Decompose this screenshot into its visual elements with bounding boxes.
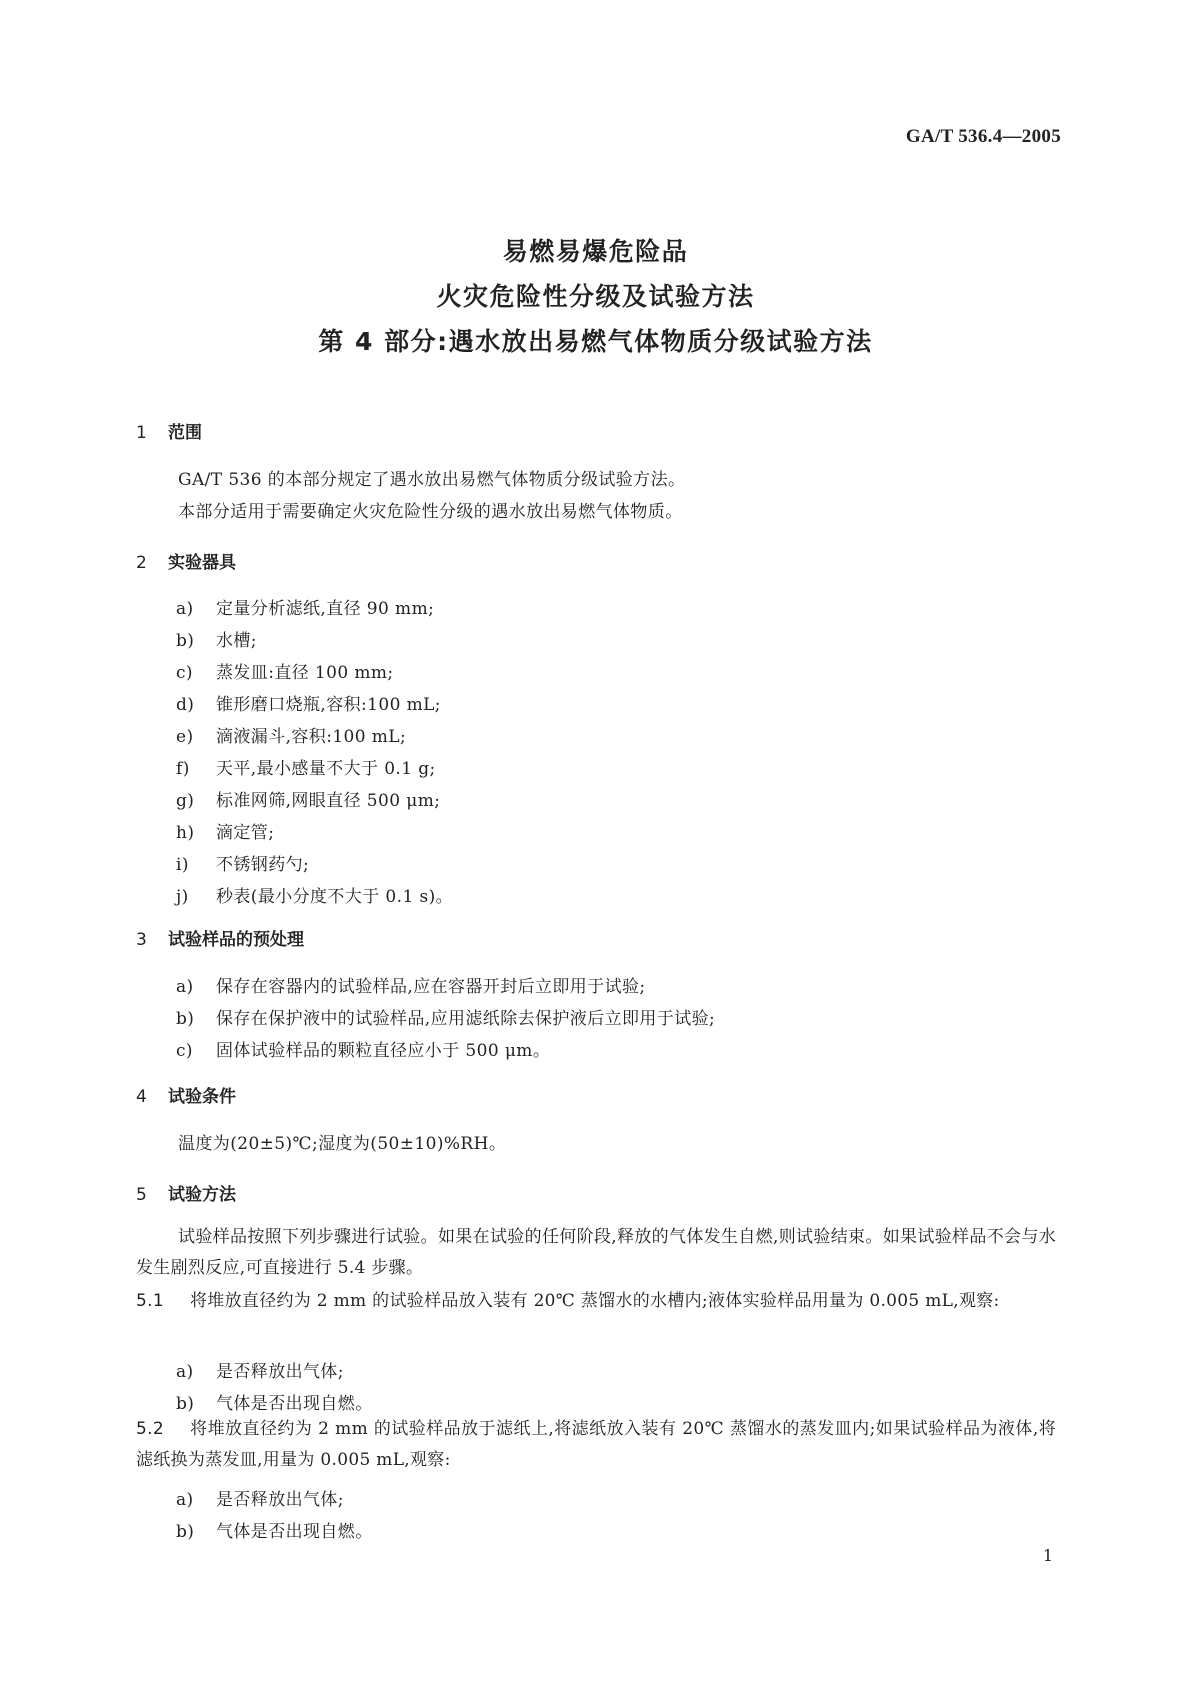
list-item xyxy=(176,1389,373,1414)
section-3-number: 3 xyxy=(136,930,147,950)
list-item-text: 定量分析滤纸,直径 90 mm; xyxy=(216,599,435,619)
list-item xyxy=(176,1517,373,1542)
section-1-heading xyxy=(136,418,202,443)
section-2-heading xyxy=(136,548,236,573)
section-5-number: 5 xyxy=(136,1185,147,1205)
list-item xyxy=(176,626,257,651)
list-item-text: 秒表(最小分度不大于 0.1 s)。 xyxy=(216,887,454,907)
title-line-1: 易燃易爆危险品 xyxy=(502,237,689,266)
list-item-text: 天平,最小感量不大于 0.1 g; xyxy=(216,759,436,779)
section-4-paragraph: 温度为(20±5)℃;湿度为(50±10)%RH。 xyxy=(178,1134,507,1154)
list-item xyxy=(176,818,274,843)
title-line-3: 第 4 部分:遇水放出易燃气体物质分级试验方法 xyxy=(318,327,873,356)
list-item-label: e) xyxy=(176,727,194,747)
list-item-text: 是否释放出气体; xyxy=(216,1490,344,1510)
section-4-title: 试验条件 xyxy=(168,1087,236,1107)
section-1-paragraph-1: GA/T 536 的本部分规定了遇水放出易燃气体物质分级试验方法。 xyxy=(178,470,686,490)
list-item-label: b) xyxy=(176,1009,195,1029)
list-item-label: i) xyxy=(176,855,189,875)
subsection-text: 将堆放直径约为 2 mm 的试验样品放入装有 20℃ 蒸馏水的水槽内;液体实验样品用量为 0.005 mL,观察: xyxy=(190,1291,1000,1311)
section-5-intro: 试验样品按照下列步骤进行试验。如果在试验的任何阶段,释放的气体发生自燃,则试验结束。如果试验样品不会与水发生剧烈反应,可直接进行 5.4 步骤。 xyxy=(136,1227,1056,1278)
page-number: 1 xyxy=(1042,1546,1053,1565)
list-item xyxy=(176,722,406,747)
list-item xyxy=(176,1357,344,1382)
list-item-text: 滴液漏斗,容积:100 mL; xyxy=(216,727,407,747)
subsection-number: 5.1 xyxy=(136,1291,164,1311)
list-item-label: g) xyxy=(176,791,195,811)
list-item-label: a) xyxy=(176,977,194,997)
list-item-label: a) xyxy=(176,1362,194,1382)
section-4-heading xyxy=(136,1082,236,1107)
list-item-label: c) xyxy=(176,663,193,683)
list-item xyxy=(176,1036,550,1061)
list-item-text: 固体试验样品的颗粒直径应小于 500 μm。 xyxy=(216,1041,551,1061)
list-item xyxy=(176,972,646,997)
list-item xyxy=(176,658,394,683)
list-item-label: j) xyxy=(176,887,189,907)
list-item-label: b) xyxy=(176,1394,195,1414)
section-1-title: 范围 xyxy=(168,423,202,443)
list-item xyxy=(176,690,441,715)
section-4-number: 4 xyxy=(136,1087,147,1107)
list-item-text: 不锈钢药勺; xyxy=(216,855,310,875)
list-item-text: 保存在保护液中的试验样品,应用滤纸除去保护液后立即用于试验; xyxy=(216,1009,716,1029)
list-item-label: h) xyxy=(176,823,195,843)
list-item-text: 气体是否出现自燃。 xyxy=(216,1394,373,1414)
section-2-title: 实验器具 xyxy=(168,553,236,573)
list-item-text: 是否释放出气体; xyxy=(216,1362,344,1382)
list-item-label: d) xyxy=(176,695,195,715)
list-item xyxy=(176,1485,344,1510)
section-5-title: 试验方法 xyxy=(168,1185,236,1205)
list-item-label: f) xyxy=(176,759,190,779)
list-item xyxy=(176,786,440,811)
list-item-label: b) xyxy=(176,631,195,651)
list-item-label: c) xyxy=(176,1041,193,1061)
list-item-text: 锥形磨口烧瓶,容积:100 mL; xyxy=(216,695,441,715)
section-5-heading xyxy=(136,1180,236,1205)
list-item xyxy=(176,882,453,907)
list-item-text: 标准网筛,网眼直径 500 μm; xyxy=(216,791,441,811)
subsection-5-2 xyxy=(136,1414,1056,1476)
list-item xyxy=(176,850,309,875)
standard-code: GA/T 536.4—2005 xyxy=(905,126,1061,147)
list-item-label: a) xyxy=(176,1490,194,1510)
list-item-label: a) xyxy=(176,599,194,619)
list-item xyxy=(176,594,434,619)
section-1-paragraph-2: 本部分适用于需要确定火灾危险性分级的遇水放出易燃气体物质。 xyxy=(178,502,683,522)
subsection-number: 5.2 xyxy=(136,1419,164,1439)
list-item xyxy=(176,1004,715,1029)
subsection-text: 将堆放直径约为 2 mm 的试验样品放于滤纸上,将滤纸放入装有 20℃ 蒸馏水的蒸发皿内;如果试验样品为液体,将滤纸换为蒸发皿,用量为 0.005 mL,观察: xyxy=(136,1419,1056,1470)
list-item-text: 水槽; xyxy=(216,631,257,651)
list-item-text: 保存在容器内的试验样品,应在容器开封后立即用于试验; xyxy=(216,977,646,997)
subsection-5-1 xyxy=(136,1286,1056,1317)
title-line-2: 火灾危险性分级及试验方法 xyxy=(436,282,755,311)
list-item-text: 气体是否出现自燃。 xyxy=(216,1522,373,1542)
list-item-text: 滴定管; xyxy=(216,823,275,843)
list-item-label: b) xyxy=(176,1522,195,1542)
section-3-heading xyxy=(136,925,304,950)
section-1-number: 1 xyxy=(136,423,147,443)
list-item xyxy=(176,754,436,779)
list-item-text: 蒸发皿:直径 100 mm; xyxy=(216,663,394,683)
section-3-title: 试验样品的预处理 xyxy=(168,930,304,950)
section-2-number: 2 xyxy=(136,553,147,573)
